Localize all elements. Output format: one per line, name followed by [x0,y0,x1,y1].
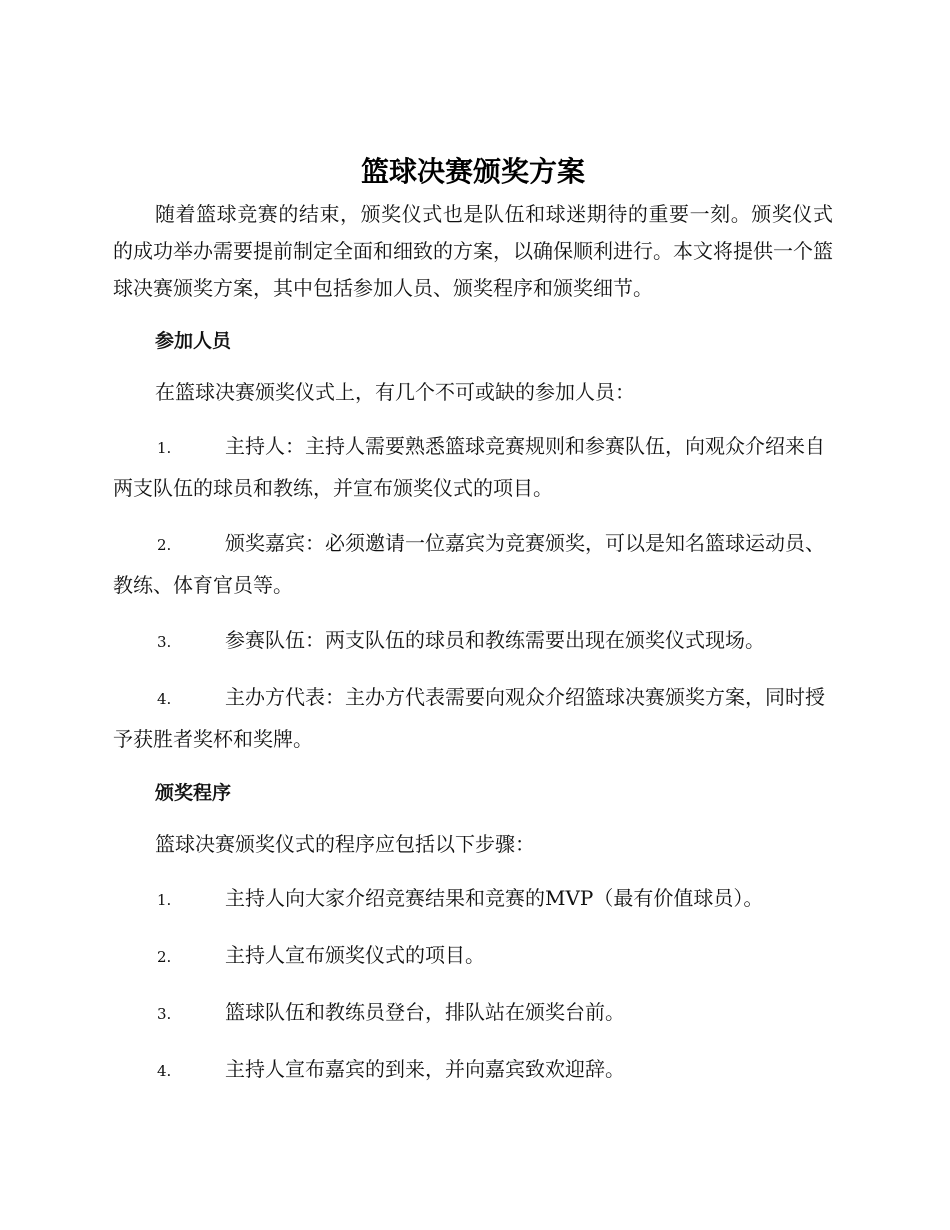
list-number: 4. [157,1062,172,1080]
list-item [113,1049,833,1091]
document-title: 篮球决赛颁奖方案 [360,155,585,188]
list-number: 4. [157,690,172,708]
section-procedure [113,780,833,1091]
list-text: 篮球队伍和教练员登台，排队站在颁奖台前。 [225,1000,625,1024]
list-number: 1. [157,891,172,909]
intro-paragraph: 随着篮球竞赛的结束，颁奖仪式也是队伍和球迷期待的重要一刻。颁奖仪式的成功举办需要提前制定全面和细致的方案，以确保顺利进行。本文将提供一个篮球决赛颁奖方案，其中包括参加人员、颁奖程序和颁奖细节。 [113,202,833,300]
list-item [113,992,833,1034]
list-item [113,426,833,508]
list-number: 1. [157,439,172,457]
list-number: 2. [157,536,172,554]
list-text: 主持人宣布颁奖仪式的项目。 [225,943,485,967]
list-text: 主办方代表：主办方代表需要向观众介绍篮球决赛颁奖方案，同时授予获胜者奖杯和奖牌。 [113,685,825,751]
list-number: 3. [157,633,172,651]
document-page [113,150,833,1091]
list-number: 3. [157,1005,172,1023]
list-number: 2. [157,948,172,966]
section-heading: 参加人员 [155,330,232,352]
list-text: 颁奖嘉宾：必须邀请一位嘉宾为竞赛颁奖，可以是知名篮球运动员、教练、体育官员等。 [113,531,825,597]
list-item [113,620,833,662]
section-heading: 颁奖程序 [155,782,232,804]
list-text: 主持人宣布嘉宾的到来，并向嘉宾致欢迎辞。 [225,1057,625,1081]
section-participants [113,328,833,759]
list-text: 参赛队伍：两支队伍的球员和教练需要出现在颁奖仪式现场。 [225,628,765,652]
section-lead: 篮球决赛颁奖仪式的程序应包括以下步骤： [155,832,535,856]
list-item [113,523,833,605]
section-lead: 在篮球决赛颁奖仪式上，有几个不可或缺的参加人员： [155,380,635,404]
list-item [113,677,833,759]
list-item [113,878,833,920]
list-item [113,935,833,977]
numbered-list [113,426,833,759]
numbered-list [113,878,833,1091]
list-text: 主持人：主持人需要熟悉篮球竞赛规则和参赛队伍，向观众介绍来自两支队伍的球员和教练，并宣布颁奖仪式的项目。 [113,434,825,500]
list-text: 主持人向大家介绍竞赛结果和竞赛的MVP（最有价值球员）。 [225,886,764,910]
